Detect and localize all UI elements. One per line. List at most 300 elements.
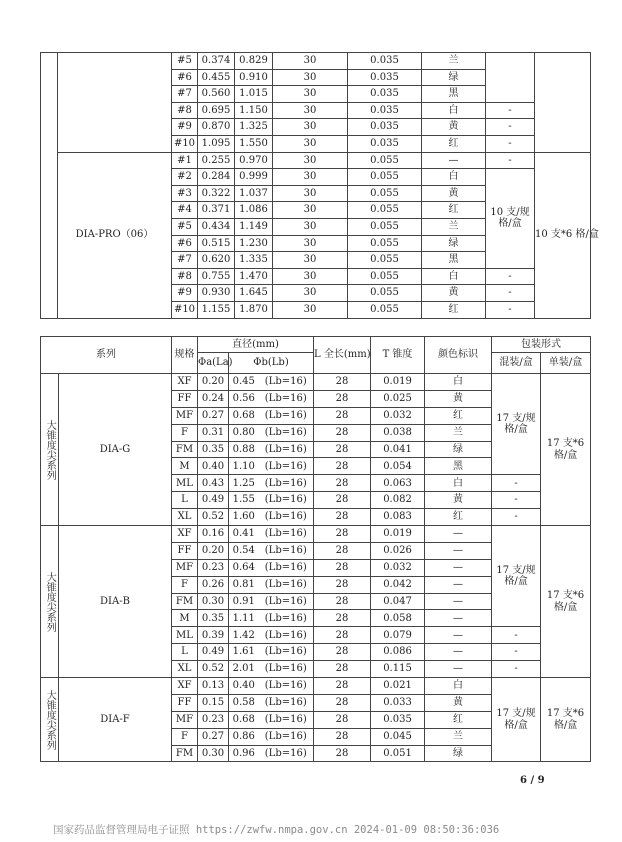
spec-cell: FF <box>172 390 198 407</box>
length-cell: 30 <box>273 169 348 186</box>
length-cell: 28 <box>314 509 371 526</box>
length-cell: 28 <box>314 374 371 391</box>
length-cell: 28 <box>314 441 371 458</box>
phi-b-cell: 1.61 <box>229 644 259 661</box>
length-cell: 28 <box>314 390 371 407</box>
phi-b-cell: 1.086 <box>235 202 273 219</box>
length-cell: 28 <box>314 745 371 762</box>
lb-cell: (Lb=16) <box>259 610 314 627</box>
phi-b-cell: 0.910 <box>235 69 273 86</box>
taper-cell: 0.055 <box>348 285 422 302</box>
spec-cell: FM <box>172 745 198 762</box>
header-packaging: 包装形式 <box>492 337 591 353</box>
color-cell: — <box>425 559 492 576</box>
phi-b-cell: 0.45 <box>229 374 259 391</box>
color-cell: 黑 <box>422 86 486 103</box>
color-cell: — <box>425 661 492 678</box>
phi-a-cell: 0.374 <box>198 53 235 70</box>
length-cell: 28 <box>314 576 371 593</box>
lb-cell: (Lb=16) <box>259 559 314 576</box>
lb-cell: (Lb=16) <box>259 728 314 745</box>
phi-b-cell: 0.80 <box>229 424 259 441</box>
spec-cell: FM <box>172 441 198 458</box>
phi-b-cell: 0.970 <box>235 152 273 169</box>
phi-b-cell: 1.230 <box>235 235 273 252</box>
taper-cell: 0.035 <box>348 119 422 136</box>
taper-cell: 0.115 <box>371 661 425 678</box>
taper-cell: 0.055 <box>348 202 422 219</box>
phi-a-cell: 0.20 <box>198 542 229 559</box>
series-name-cell: DIA-F <box>59 678 172 762</box>
length-cell: 30 <box>273 301 348 318</box>
lb-cell: (Lb=16) <box>259 593 314 610</box>
length-cell: 30 <box>273 235 348 252</box>
taper-cell: 0.082 <box>371 492 425 509</box>
taper-cell: 0.026 <box>371 542 425 559</box>
page-number: 6 / 9 <box>520 775 545 786</box>
phi-a-cell: 0.870 <box>198 119 235 136</box>
phi-a-cell: 0.255 <box>198 152 235 169</box>
spec-cell: #6 <box>172 235 198 252</box>
phi-b-cell: 1.55 <box>229 492 259 509</box>
spec-cell: ML <box>172 475 198 492</box>
length-cell: 28 <box>314 610 371 627</box>
spec-cell: FF <box>172 542 198 559</box>
taper-cell: 0.063 <box>371 475 425 492</box>
length-cell: 30 <box>273 218 348 235</box>
phi-a-cell: 0.49 <box>198 644 229 661</box>
phi-a-cell: 0.40 <box>198 458 229 475</box>
spec-cell: MF <box>172 711 198 728</box>
length-cell: 30 <box>273 252 348 269</box>
series-category-cell <box>41 53 58 319</box>
phi-a-cell: 1.155 <box>198 301 235 318</box>
phi-b-cell: 0.40 <box>229 678 259 695</box>
length-cell: 28 <box>314 492 371 509</box>
spec-cell: MF <box>172 559 198 576</box>
color-cell: 绿 <box>425 441 492 458</box>
header-color: 颜色标识 <box>425 337 492 374</box>
taper-cell: 0.035 <box>371 711 425 728</box>
taper-cell: 0.032 <box>371 559 425 576</box>
box-pack-cell: - <box>486 135 535 152</box>
taper-cell: 0.019 <box>371 526 425 543</box>
header-diameter: 直径(mm) <box>198 337 314 353</box>
spec-cell: ML <box>172 627 198 644</box>
color-cell: 兰 <box>422 53 486 70</box>
phi-a-cell: 0.695 <box>198 102 235 119</box>
spec-cell: F <box>172 424 198 441</box>
spec-cell: #10 <box>172 135 198 152</box>
spec-cell: F <box>172 576 198 593</box>
phi-b-cell: 0.829 <box>235 53 273 70</box>
color-cell: — <box>425 627 492 644</box>
phi-b-cell: 0.81 <box>229 576 259 593</box>
phi-a-cell: 0.39 <box>198 627 229 644</box>
phi-b-cell: 1.25 <box>229 475 259 492</box>
single-pack-cell: 17 支*6 格/盒 <box>541 678 591 762</box>
lb-cell: (Lb=16) <box>259 526 314 543</box>
lb-cell: (Lb=16) <box>259 424 314 441</box>
bottom-spec-table <box>40 336 591 762</box>
color-cell: 绿 <box>425 745 492 762</box>
color-cell: — <box>422 152 486 169</box>
lb-cell: (Lb=16) <box>259 644 314 661</box>
phi-b-cell: 1.015 <box>235 86 273 103</box>
phi-a-cell: 0.16 <box>198 526 229 543</box>
color-cell: 白 <box>425 678 492 695</box>
color-cell: 红 <box>425 711 492 728</box>
spec-cell: M <box>172 610 198 627</box>
series-name-cell: DIA-PRO（06） <box>58 152 172 318</box>
group-label-cell: 大锥度尖系列 <box>41 526 59 678</box>
color-cell: 红 <box>422 202 486 219</box>
taper-cell: 0.035 <box>348 69 422 86</box>
spec-cell: #6 <box>172 69 198 86</box>
lb-cell: (Lb=16) <box>259 542 314 559</box>
phi-a-cell: 0.371 <box>198 202 235 219</box>
phi-b-cell: 1.645 <box>235 285 273 302</box>
taper-cell: 0.033 <box>371 694 425 711</box>
phi-b-cell: 0.68 <box>229 711 259 728</box>
spec-cell: #9 <box>172 285 198 302</box>
taper-cell: 0.058 <box>371 610 425 627</box>
table-row <box>41 374 591 391</box>
color-cell: 白 <box>422 268 486 285</box>
lb-cell: (Lb=16) <box>259 576 314 593</box>
header-taper: T 锥度 <box>371 337 425 374</box>
box-pack-cell: - <box>486 285 535 302</box>
color-cell: 黄 <box>425 390 492 407</box>
taper-cell: 0.035 <box>348 102 422 119</box>
phi-a-cell: 0.23 <box>198 711 229 728</box>
color-cell: 兰 <box>425 424 492 441</box>
lb-cell: (Lb=16) <box>259 678 314 695</box>
length-cell: 30 <box>273 268 348 285</box>
spec-cell: L <box>172 492 198 509</box>
color-cell: 黄 <box>422 119 486 136</box>
spec-cell: FF <box>172 694 198 711</box>
color-cell: 红 <box>422 301 486 318</box>
lb-cell: (Lb=16) <box>259 509 314 526</box>
top-spec-table <box>40 52 599 319</box>
phi-b-cell: 0.58 <box>229 694 259 711</box>
phi-a-cell: 0.27 <box>198 728 229 745</box>
header-row-1 <box>41 337 591 353</box>
color-cell: — <box>425 610 492 627</box>
taper-cell: 0.035 <box>348 135 422 152</box>
phi-b-cell: 1.037 <box>235 185 273 202</box>
mixed-pack-cell: - <box>492 475 541 492</box>
table-row <box>41 53 591 70</box>
color-cell: 黄 <box>425 694 492 711</box>
lb-cell: (Lb=16) <box>259 745 314 762</box>
spec-cell: #3 <box>172 185 198 202</box>
taper-cell: 0.055 <box>348 169 422 186</box>
length-cell: 28 <box>314 458 371 475</box>
taper-cell: 0.025 <box>371 390 425 407</box>
lb-cell: (Lb=16) <box>259 458 314 475</box>
color-cell: — <box>425 542 492 559</box>
header-single: 单装/盒 <box>541 353 591 374</box>
header-length: L 全长(mm) <box>314 337 371 374</box>
single-pack-cell <box>535 53 591 153</box>
phi-b-cell: 1.42 <box>229 627 259 644</box>
table-row <box>41 678 591 695</box>
length-cell: 30 <box>273 202 348 219</box>
spec-cell: M <box>172 458 198 475</box>
group-label-cell: 大锥度尖系列 <box>41 374 59 526</box>
mixed-pack-cell: - <box>492 509 541 526</box>
header-spec: 规格 <box>172 337 198 374</box>
phi-b-cell: 2.01 <box>229 661 259 678</box>
taper-cell: 0.045 <box>371 728 425 745</box>
phi-a-cell: 0.27 <box>198 407 229 424</box>
phi-b-cell: 0.91 <box>229 593 259 610</box>
box-pack-cell: - <box>486 301 535 318</box>
phi-a-cell: 0.23 <box>198 559 229 576</box>
lb-cell: (Lb=16) <box>259 661 314 678</box>
phi-a-cell: 0.30 <box>198 593 229 610</box>
taper-cell: 0.047 <box>371 593 425 610</box>
phi-a-cell: 0.49 <box>198 492 229 509</box>
lb-cell: (Lb=16) <box>259 441 314 458</box>
taper-cell: 0.079 <box>371 627 425 644</box>
phi-b-cell: 0.96 <box>229 745 259 762</box>
phi-a-cell: 0.43 <box>198 475 229 492</box>
spec-cell: #2 <box>172 169 198 186</box>
box-pack-cell <box>486 53 535 103</box>
mixed-pack-cell: 17 支/规格/盒 <box>492 678 541 762</box>
phi-b-cell: 1.335 <box>235 252 273 269</box>
phi-a-cell: 0.31 <box>198 424 229 441</box>
length-cell: 30 <box>273 185 348 202</box>
lb-cell: (Lb=16) <box>259 374 314 391</box>
lb-cell: (Lb=16) <box>259 627 314 644</box>
taper-cell: 0.038 <box>371 424 425 441</box>
spec-cell: #4 <box>172 202 198 219</box>
taper-cell: 0.055 <box>348 218 422 235</box>
length-cell: 28 <box>314 559 371 576</box>
spec-cell: FM <box>172 593 198 610</box>
length-cell: 30 <box>273 53 348 70</box>
box-pack-cell: - <box>486 268 535 285</box>
spec-cell: #5 <box>172 218 198 235</box>
taper-cell: 0.019 <box>371 374 425 391</box>
spec-cell: L <box>172 644 198 661</box>
spec-cell: XF <box>172 526 198 543</box>
spec-cell: MF <box>172 407 198 424</box>
length-cell: 30 <box>273 135 348 152</box>
taper-cell: 0.055 <box>348 301 422 318</box>
color-cell: 绿 <box>422 235 486 252</box>
footer-watermark: 国家药品监督管理局电子证照 https://zwfw.nmpa.gov.cn 2024-01-09 08:50:36:036 <box>53 824 500 836</box>
length-cell: 28 <box>314 542 371 559</box>
length-cell: 28 <box>314 627 371 644</box>
taper-cell: 0.035 <box>348 86 422 103</box>
color-cell: 白 <box>422 102 486 119</box>
phi-a-cell: 0.515 <box>198 235 235 252</box>
lb-cell: (Lb=16) <box>259 711 314 728</box>
color-cell: — <box>425 526 492 543</box>
taper-cell: 0.051 <box>371 745 425 762</box>
group-label-cell: 大锥度尖系列 <box>41 678 59 762</box>
header-series: 系列 <box>41 337 172 374</box>
taper-cell: 0.054 <box>371 458 425 475</box>
phi-a-cell: 0.620 <box>198 252 235 269</box>
phi-a-cell: 0.26 <box>198 576 229 593</box>
header-phi-b: Φb(Lb) <box>229 353 314 374</box>
length-cell: 30 <box>273 152 348 169</box>
taper-cell: 0.055 <box>348 235 422 252</box>
phi-b-cell: 1.149 <box>235 218 273 235</box>
phi-b-cell: 1.870 <box>235 301 273 318</box>
lb-cell: (Lb=16) <box>259 475 314 492</box>
taper-cell: 0.021 <box>371 678 425 695</box>
phi-a-cell: 0.15 <box>198 694 229 711</box>
color-cell: — <box>425 644 492 661</box>
color-cell: 黄 <box>425 492 492 509</box>
length-cell: 28 <box>314 407 371 424</box>
color-cell: 红 <box>422 135 486 152</box>
color-cell: 黑 <box>425 458 492 475</box>
taper-cell: 0.055 <box>348 268 422 285</box>
phi-b-cell: 0.54 <box>229 542 259 559</box>
taper-cell: 0.041 <box>371 441 425 458</box>
length-cell: 28 <box>314 728 371 745</box>
phi-a-cell: 0.755 <box>198 268 235 285</box>
phi-b-cell: 0.68 <box>229 407 259 424</box>
color-cell: 白 <box>422 169 486 186</box>
lb-cell: (Lb=16) <box>259 694 314 711</box>
taper-cell: 0.055 <box>348 185 422 202</box>
spec-cell: XF <box>172 374 198 391</box>
phi-a-cell: 0.434 <box>198 218 235 235</box>
phi-b-cell: 0.999 <box>235 169 273 186</box>
mixed-pack-cell: - <box>492 492 541 509</box>
color-cell: 黄 <box>422 285 486 302</box>
length-cell: 28 <box>314 526 371 543</box>
color-cell: 黑 <box>422 252 486 269</box>
phi-a-cell: 0.35 <box>198 441 229 458</box>
spec-cell: #10 <box>172 301 198 318</box>
length-cell: 28 <box>314 678 371 695</box>
phi-b-cell: 0.41 <box>229 526 259 543</box>
phi-a-cell: 0.455 <box>198 69 235 86</box>
single-pack-cell: 10 支*6 格/盒 <box>535 152 591 318</box>
phi-a-cell: 0.930 <box>198 285 235 302</box>
length-cell: 28 <box>314 661 371 678</box>
phi-b-cell: 1.150 <box>235 102 273 119</box>
table-row <box>41 526 591 543</box>
lb-cell: (Lb=16) <box>259 492 314 509</box>
spec-cell: XL <box>172 509 198 526</box>
color-cell: 黄 <box>422 185 486 202</box>
color-cell: 红 <box>425 509 492 526</box>
box-pack-cell: - <box>486 152 535 169</box>
phi-b-cell: 1.60 <box>229 509 259 526</box>
length-cell: 28 <box>314 694 371 711</box>
lb-cell: (Lb=16) <box>259 390 314 407</box>
taper-cell: 0.055 <box>348 252 422 269</box>
phi-a-cell: 0.24 <box>198 390 229 407</box>
length-cell: 28 <box>314 424 371 441</box>
color-cell: — <box>425 576 492 593</box>
series-name-cell: DIA-G <box>59 374 172 526</box>
mixed-pack-cell: - <box>492 644 541 661</box>
length-cell: 28 <box>314 711 371 728</box>
spec-cell: #5 <box>172 53 198 70</box>
lb-cell: (Lb=16) <box>259 407 314 424</box>
length-cell: 30 <box>273 69 348 86</box>
phi-a-cell: 0.560 <box>198 86 235 103</box>
single-pack-cell: 17 支*6 格/盒 <box>541 526 591 678</box>
length-cell: 30 <box>273 119 348 136</box>
phi-a-cell: 0.13 <box>198 678 229 695</box>
series-name-cell <box>58 53 172 153</box>
phi-b-cell: 1.10 <box>229 458 259 475</box>
phi-b-cell: 0.64 <box>229 559 259 576</box>
spec-cell: XF <box>172 678 198 695</box>
phi-b-cell: 1.325 <box>235 119 273 136</box>
phi-a-cell: 1.095 <box>198 135 235 152</box>
spec-cell: XL <box>172 661 198 678</box>
phi-a-cell: 0.52 <box>198 661 229 678</box>
mixed-pack-cell: - <box>492 661 541 678</box>
box-pack-cell: - <box>486 119 535 136</box>
taper-cell: 0.042 <box>371 576 425 593</box>
color-cell: 兰 <box>425 728 492 745</box>
phi-b-cell: 0.56 <box>229 390 259 407</box>
mixed-pack-cell: 17 支/规格/盒 <box>492 526 541 627</box>
phi-a-cell: 0.284 <box>198 169 235 186</box>
spec-cell: F <box>172 728 198 745</box>
phi-a-cell: 0.30 <box>198 745 229 762</box>
color-cell: 绿 <box>422 69 486 86</box>
taper-cell: 0.032 <box>371 407 425 424</box>
phi-b-cell: 0.88 <box>229 441 259 458</box>
color-cell: — <box>425 593 492 610</box>
taper-cell: 0.055 <box>348 152 422 169</box>
length-cell: 30 <box>273 102 348 119</box>
spec-cell: #9 <box>172 119 198 136</box>
length-cell: 28 <box>314 475 371 492</box>
single-pack-cell: 17 支*6 格/盒 <box>541 374 591 526</box>
header-phi-a: Φa(La) <box>198 353 229 374</box>
box-pack-cell: - <box>486 102 535 119</box>
phi-b-cell: 1.550 <box>235 135 273 152</box>
phi-a-cell: 0.52 <box>198 509 229 526</box>
length-cell: 28 <box>314 644 371 661</box>
phi-b-cell: 1.470 <box>235 268 273 285</box>
color-cell: 白 <box>425 374 492 391</box>
phi-a-cell: 0.20 <box>198 374 229 391</box>
spec-cell: #8 <box>172 102 198 119</box>
taper-cell: 0.083 <box>371 509 425 526</box>
spec-cell: #7 <box>172 252 198 269</box>
length-cell: 28 <box>314 593 371 610</box>
length-cell: 30 <box>273 285 348 302</box>
spec-cell: #7 <box>172 86 198 103</box>
spec-cell: #8 <box>172 268 198 285</box>
phi-a-cell: 0.35 <box>198 610 229 627</box>
phi-b-cell: 1.11 <box>229 610 259 627</box>
phi-b-cell: 0.86 <box>229 728 259 745</box>
taper-cell: 0.035 <box>348 53 422 70</box>
phi-a-cell: 0.322 <box>198 185 235 202</box>
length-cell: 30 <box>273 86 348 103</box>
header-mixed: 混装/盒 <box>492 353 541 374</box>
